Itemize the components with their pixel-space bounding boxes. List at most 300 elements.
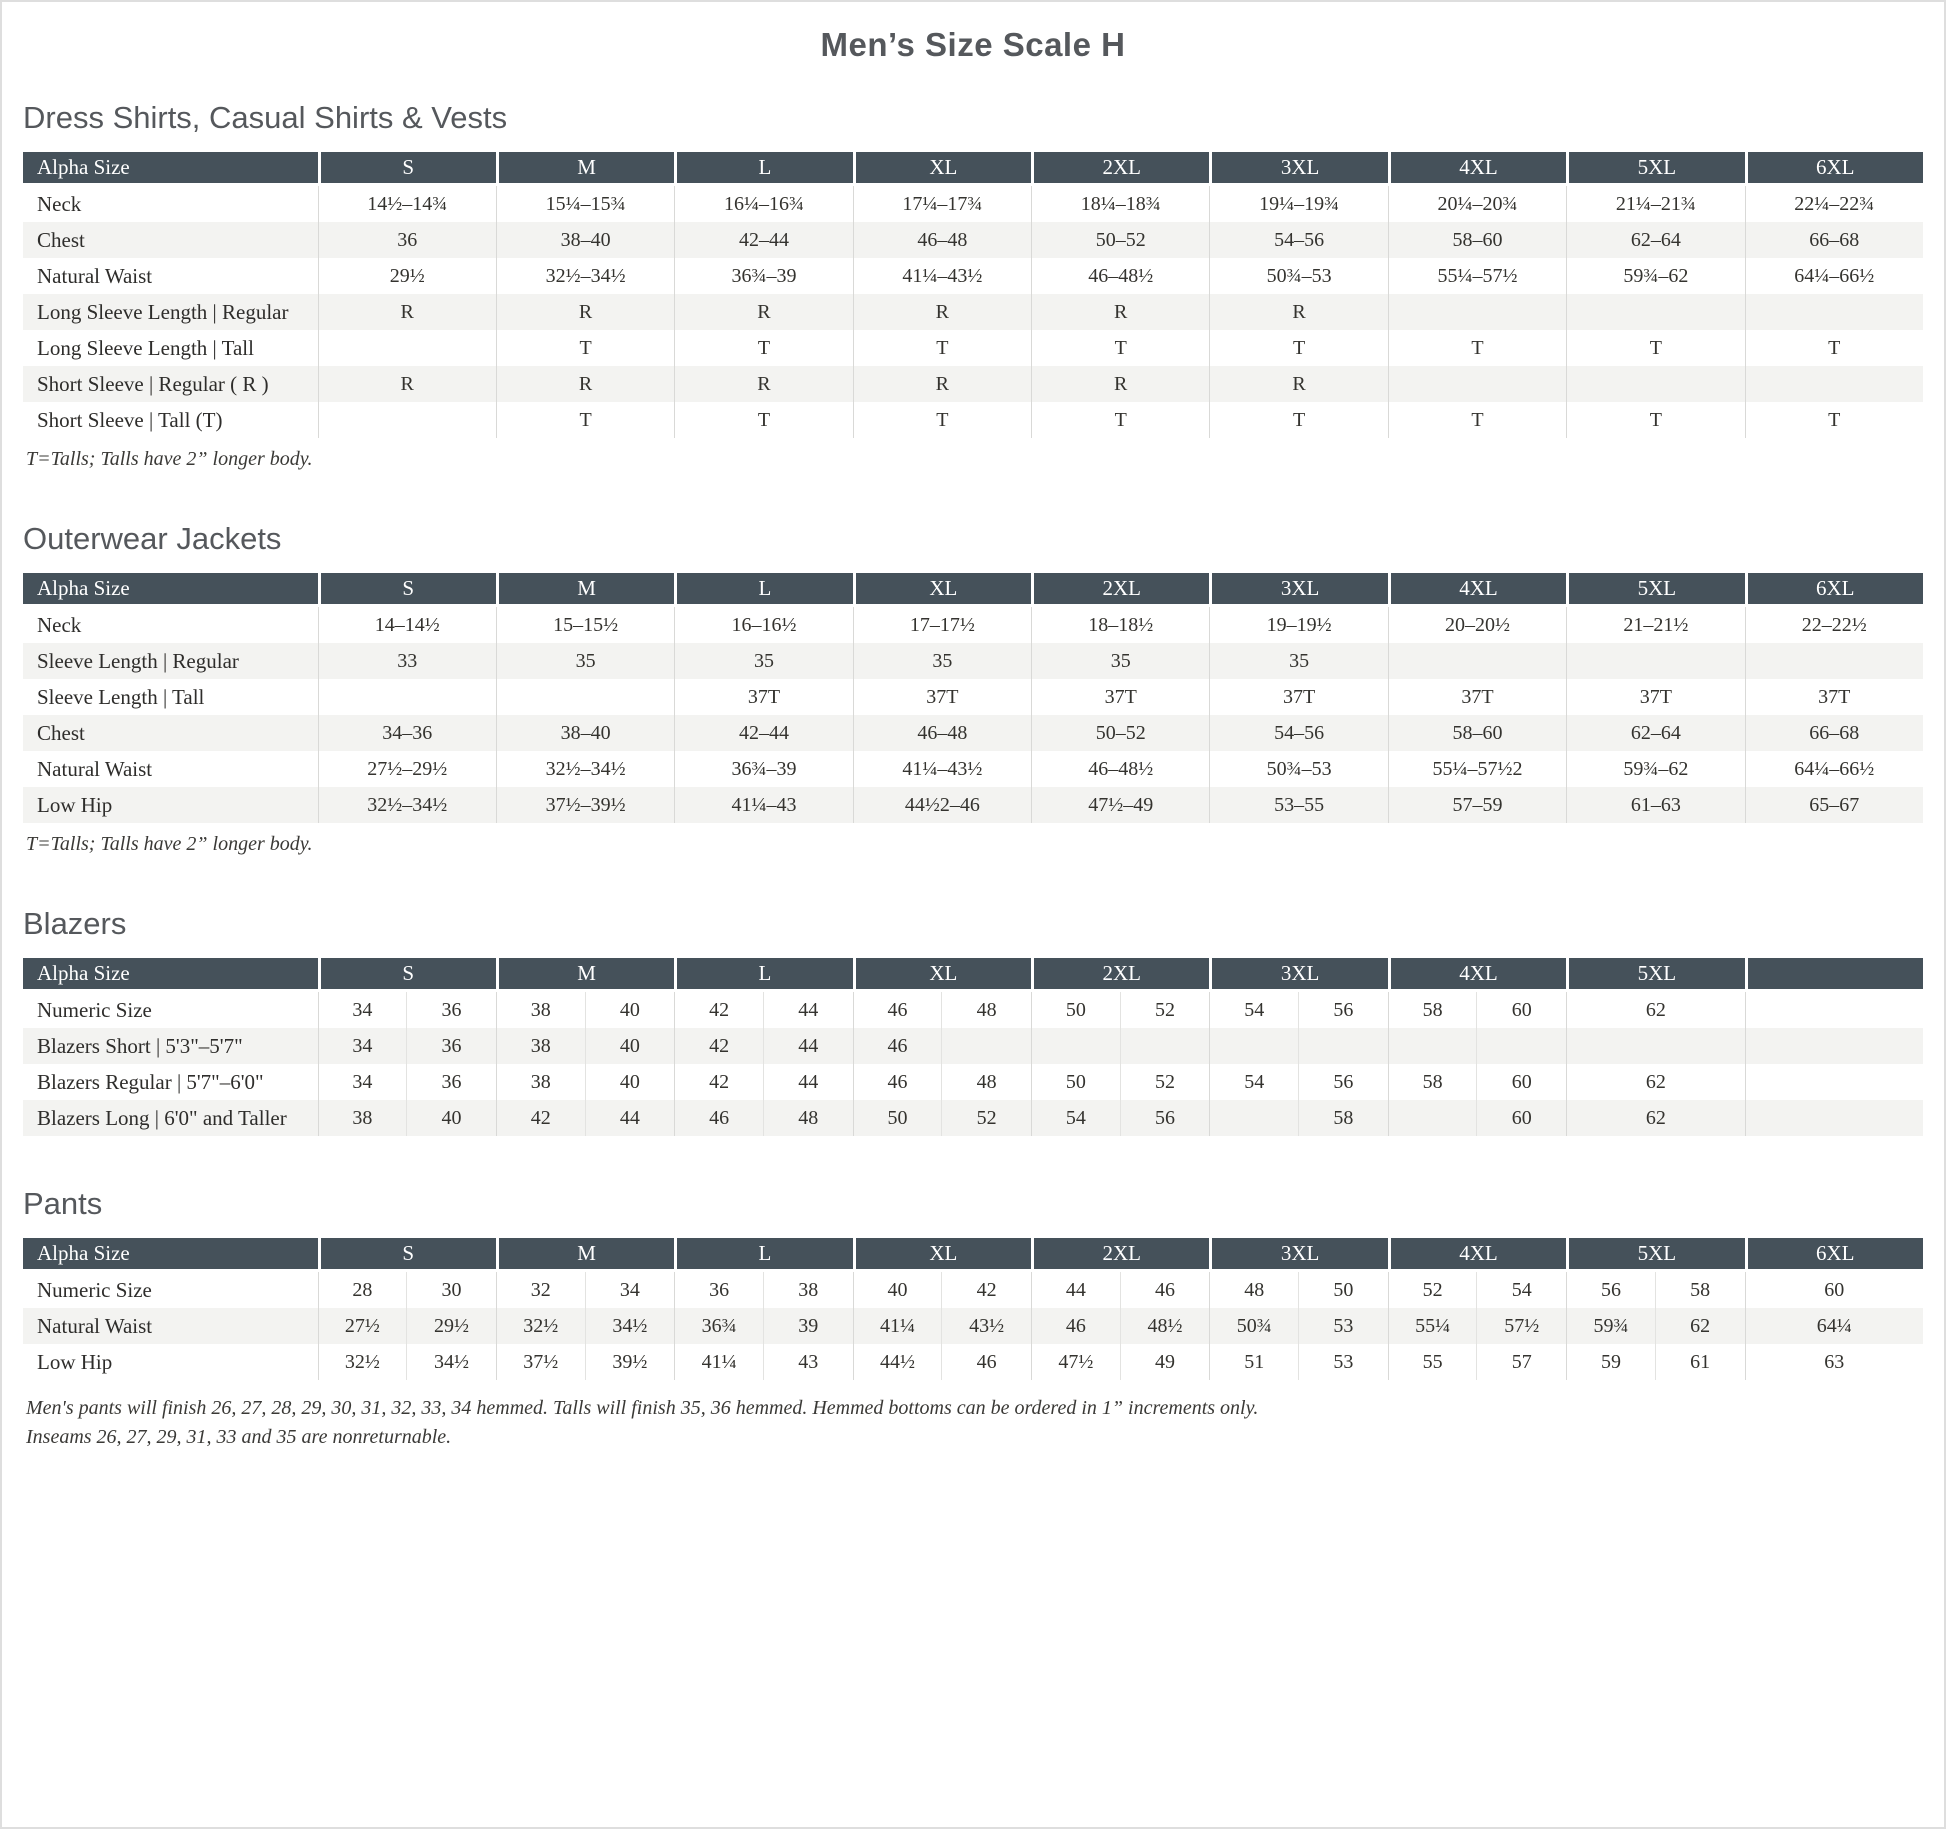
- sub-cell: 39½: [612, 1351, 648, 1373]
- sub-cell: 40: [441, 1107, 462, 1129]
- sub-cell: 46: [854, 992, 943, 1028]
- column-header-size: 3XL: [1209, 958, 1387, 992]
- row-label: Natural Waist: [37, 1313, 153, 1338]
- sub-cell: 32½: [497, 1308, 586, 1344]
- sub-cell: 42: [675, 1064, 764, 1100]
- table-cell: R: [674, 366, 852, 402]
- table-cell: 58–60: [1388, 715, 1566, 751]
- table-cell: 41¼–43½: [853, 751, 1031, 787]
- table-cell: 54–56: [1209, 222, 1387, 258]
- table-cell: 18¼–18¾: [1031, 186, 1209, 222]
- table-cell: [318, 992, 496, 1028]
- column-header-size: 2XL: [1031, 152, 1209, 186]
- table-row: [23, 1064, 1923, 1100]
- table-cell: 53–55: [1209, 787, 1387, 823]
- row-label: Chest: [37, 720, 85, 745]
- table-row: [23, 1028, 1923, 1064]
- table-cell: 38–40: [496, 222, 674, 258]
- column-header-size: L: [674, 152, 852, 186]
- sub-cell: 42: [675, 992, 764, 1028]
- sub-cell: 54: [1032, 1100, 1121, 1136]
- table-cell: T: [674, 402, 852, 438]
- table-cell: [674, 1344, 852, 1380]
- table-cell: T: [1031, 402, 1209, 438]
- column-header-size: XL: [853, 152, 1031, 186]
- table-cell: 61–63: [1566, 787, 1744, 823]
- table-cell: [1209, 1028, 1387, 1064]
- table-cell: [853, 1064, 1031, 1100]
- section-heading: Pants: [23, 1186, 103, 1221]
- table-cell: [1388, 1064, 1566, 1100]
- table-cell: 21–21½: [1566, 607, 1744, 643]
- sub-cell: 38: [319, 1100, 408, 1136]
- table-cell: 35: [853, 643, 1031, 679]
- table-cell: [496, 992, 674, 1028]
- table-cell: 16–16½: [674, 607, 852, 643]
- row-label: Neck: [37, 191, 82, 216]
- table-cell: 37T: [853, 679, 1031, 715]
- row-label: Long Sleeve Length | Regular: [37, 299, 289, 324]
- table-cell: T: [1745, 330, 1924, 366]
- sub-cell: 44: [798, 1071, 819, 1093]
- sub-cell: 54: [1511, 1279, 1532, 1301]
- sub-cell: 46: [1032, 1308, 1121, 1344]
- pants-footnote-line: Inseams 26, 27, 29, 31, 33 and 35 are nonreturnable.: [26, 1426, 452, 1448]
- column-header-size: 5XL: [1566, 958, 1744, 992]
- table-row: [23, 366, 1923, 402]
- sub-cell: 27½: [319, 1308, 408, 1344]
- table-cell: 34–36: [318, 715, 496, 751]
- table-cell: T: [1209, 402, 1387, 438]
- table-row: [23, 222, 1923, 258]
- table-cell: 55¼–57½: [1388, 258, 1566, 294]
- column-header-size: M: [496, 573, 674, 607]
- table-row: [23, 992, 1923, 1028]
- table-cell: 44½2–46: [853, 787, 1031, 823]
- table-cell: [318, 1100, 496, 1136]
- sub-cell: 36: [675, 1272, 764, 1308]
- table-cell: 62–64: [1566, 715, 1744, 751]
- sub-cell: 53: [1333, 1315, 1354, 1337]
- table-cell: 35: [1031, 643, 1209, 679]
- table-cell: 19–19½: [1209, 607, 1387, 643]
- table-cell: [853, 1308, 1031, 1344]
- header-row: [23, 958, 1923, 992]
- table-cell: 62: [1566, 1064, 1744, 1100]
- sub-cell: [1477, 1028, 1566, 1064]
- sub-cell: 34: [319, 1064, 408, 1100]
- table-cell: R: [1031, 294, 1209, 330]
- row-label: Sleeve Length | Regular: [37, 648, 239, 673]
- sub-cell: 32½: [319, 1344, 408, 1380]
- sub-cell: 38: [497, 1028, 586, 1064]
- table-cell: 20–20½: [1388, 607, 1566, 643]
- table-cell: 37T: [1566, 679, 1744, 715]
- table-cell: T: [1566, 402, 1744, 438]
- sub-cell: 52: [1155, 999, 1176, 1021]
- sub-cell: 44: [798, 1035, 819, 1057]
- sub-cell: 46: [854, 1064, 943, 1100]
- table-row: [23, 787, 1923, 823]
- column-header-size: XL: [853, 1238, 1031, 1272]
- row-label: Short Sleeve | Tall (T): [37, 407, 223, 432]
- table-cell: 37T: [1745, 679, 1924, 715]
- table-cell: 33: [318, 643, 496, 679]
- table-cell: 15¼–15¾: [496, 186, 674, 222]
- table-cell: 37T: [1031, 679, 1209, 715]
- table-cell: [496, 1344, 674, 1380]
- table-cell: T: [1566, 330, 1744, 366]
- sub-cell: 44: [619, 1107, 640, 1129]
- table-cell: [853, 1344, 1031, 1380]
- table-cell: [1388, 294, 1566, 330]
- table-cell: 36¾–39: [674, 751, 852, 787]
- column-header-size: 2XL: [1031, 573, 1209, 607]
- table-cell: [1209, 1308, 1387, 1344]
- table-cell: 42–44: [674, 222, 852, 258]
- table-cell: [674, 1272, 852, 1308]
- column-header-size: 5XL: [1566, 1238, 1744, 1272]
- table-cell: R: [496, 294, 674, 330]
- table-cell: [1745, 1028, 1924, 1064]
- table-cell: [318, 1272, 496, 1308]
- table-cell: 50–52: [1031, 222, 1209, 258]
- row-label: Blazers Regular | 5'7"–6'0": [37, 1069, 264, 1094]
- table-cell: [1209, 1344, 1387, 1380]
- table-cell: [674, 1028, 852, 1064]
- table-cell: 22¼–22¾: [1745, 186, 1924, 222]
- table-row: [23, 607, 1923, 643]
- column-header-size: 2XL: [1031, 1238, 1209, 1272]
- table-cell: [1209, 992, 1387, 1028]
- table-cell: 14½–14¾: [318, 186, 496, 222]
- talls-footnote: T=Talls; Talls have 2” longer body.: [26, 833, 313, 855]
- column-header-size: 6XL: [1745, 1238, 1924, 1272]
- row-label: Neck: [37, 612, 82, 637]
- table-cell: [1031, 1028, 1209, 1064]
- table-cell: 64¼: [1745, 1308, 1924, 1344]
- sub-cell: 56: [1567, 1272, 1656, 1308]
- table-cell: 62–64: [1566, 222, 1744, 258]
- table-cell: [1209, 1272, 1387, 1308]
- table-cell: [674, 1064, 852, 1100]
- table-cell: [1031, 1064, 1209, 1100]
- row-label: Low Hip: [37, 1349, 113, 1374]
- table-cell: 29½: [318, 258, 496, 294]
- table-cell: [318, 330, 496, 366]
- table-cell: 59¾–62: [1566, 751, 1744, 787]
- table-cell: 62: [1566, 992, 1744, 1028]
- table-cell: T: [1209, 330, 1387, 366]
- section-heading: Blazers: [23, 906, 127, 941]
- row-label: Short Sleeve | Regular ( R ): [37, 371, 269, 396]
- sub-cell: 44: [798, 999, 819, 1021]
- sub-cell: 42: [976, 1279, 997, 1301]
- table-cell: 37T: [674, 679, 852, 715]
- sub-cell: 34½: [434, 1351, 470, 1373]
- table-cell: [1388, 643, 1566, 679]
- sub-cell: 47½: [1032, 1344, 1121, 1380]
- sub-cell: 60: [1511, 1071, 1532, 1093]
- column-header-size: 4XL: [1388, 573, 1566, 607]
- table-cell: 57–59: [1388, 787, 1566, 823]
- table-cell: [1388, 1028, 1566, 1064]
- sub-cell: 28: [319, 1272, 408, 1308]
- table-cell: [318, 402, 496, 438]
- table-cell: 32½–34½: [318, 787, 496, 823]
- sub-cell: 55: [1389, 1344, 1478, 1380]
- table-cell: [496, 679, 674, 715]
- row-label: Low Hip: [37, 792, 113, 817]
- table-cell: 21¼–21¾: [1566, 186, 1744, 222]
- table-cell: T: [674, 330, 852, 366]
- sub-cell: 54: [1210, 1064, 1299, 1100]
- table-cell: R: [318, 294, 496, 330]
- sub-cell: 56: [1155, 1107, 1176, 1129]
- sub-cell: 38: [497, 992, 586, 1028]
- table-cell: [496, 1308, 674, 1344]
- pants-footnote-line: Men's pants will finish 26, 27, 28, 29, 30, 31, 32, 33, 34 hemmed. Talls will finish 35, 36 hemmed. Hemmed bottoms can be ordered in 1” increments only.: [26, 1397, 1259, 1419]
- table-cell: 20¼–20¾: [1388, 186, 1566, 222]
- sub-cell: [1121, 1028, 1210, 1064]
- table-cell: 35: [1209, 643, 1387, 679]
- sub-cell: 36¾: [675, 1308, 764, 1344]
- table-cell: [674, 1308, 852, 1344]
- sub-cell: 60: [1511, 1107, 1532, 1129]
- sub-cell: [1210, 1100, 1299, 1136]
- table-row: [23, 294, 1923, 330]
- sub-cell: 48: [1210, 1272, 1299, 1308]
- table-cell: R: [674, 294, 852, 330]
- sub-cell: 38: [798, 1279, 819, 1301]
- table-cell: 50¾–53: [1209, 258, 1387, 294]
- column-header-size: S: [318, 958, 496, 992]
- table-cell: R: [318, 366, 496, 402]
- sub-cell: 40: [854, 1272, 943, 1308]
- table-cell: [1031, 992, 1209, 1028]
- sub-cell: 48: [976, 999, 997, 1021]
- sub-cell: 42: [497, 1100, 586, 1136]
- table-cell: [1209, 1064, 1387, 1100]
- column-header-size: XL: [853, 958, 1031, 992]
- table-cell: [853, 1272, 1031, 1308]
- table-cell: 37T: [1209, 679, 1387, 715]
- header-row: [23, 573, 1923, 607]
- size-chart-page: [2, 2, 1944, 1827]
- sub-cell: 36: [441, 1035, 462, 1057]
- column-header-size: 5XL: [1566, 152, 1744, 186]
- sub-cell: 50: [854, 1100, 943, 1136]
- sub-cell: 52: [976, 1107, 997, 1129]
- table-cell: 36¾–39: [674, 258, 852, 294]
- table-cell: 64¼–66½: [1745, 751, 1924, 787]
- sub-cell: 46: [1155, 1279, 1176, 1301]
- row-label: Chest: [37, 227, 85, 252]
- column-header-size: L: [674, 958, 852, 992]
- table-row: [23, 1308, 1923, 1344]
- sub-cell: 43½: [969, 1315, 1005, 1337]
- table-row: [23, 402, 1923, 438]
- table-cell: 17–17½: [853, 607, 1031, 643]
- sub-cell: 34: [619, 1279, 640, 1301]
- table-cell: [1209, 1100, 1387, 1136]
- table-row: [23, 1100, 1923, 1136]
- row-label: Long Sleeve Length | Tall: [37, 335, 254, 360]
- header-row: [23, 1238, 1923, 1272]
- column-header-size: M: [496, 958, 674, 992]
- sub-cell: 49: [1155, 1351, 1176, 1373]
- table-cell: R: [1209, 294, 1387, 330]
- table-cell: 22–22½: [1745, 607, 1924, 643]
- sub-cell: 41¼: [854, 1308, 943, 1344]
- table-cell: [1566, 1344, 1744, 1380]
- table-cell: T: [853, 402, 1031, 438]
- table-cell: [1566, 294, 1744, 330]
- sub-cell: 37½: [497, 1344, 586, 1380]
- table-cell: [1388, 1100, 1566, 1136]
- table-cell: 50¾–53: [1209, 751, 1387, 787]
- section-heading: Dress Shirts, Casual Shirts & Vests: [23, 100, 508, 135]
- column-header-size: S: [318, 573, 496, 607]
- table-cell: 59¾–62: [1566, 258, 1744, 294]
- table-row: [23, 258, 1923, 294]
- sub-cell: 56: [1333, 1071, 1354, 1093]
- blazers-table: [23, 958, 1923, 1136]
- table-cell: [1031, 1344, 1209, 1380]
- table-cell: T: [1745, 402, 1924, 438]
- table-cell: [1566, 366, 1744, 402]
- table-cell: [1745, 643, 1924, 679]
- table-row: [23, 643, 1923, 679]
- row-label: Natural Waist: [37, 263, 153, 288]
- sub-cell: 54: [1210, 992, 1299, 1028]
- column-header-size: 4XL: [1388, 152, 1566, 186]
- sub-cell: 32: [497, 1272, 586, 1308]
- table-cell: [1566, 1272, 1744, 1308]
- table-cell: [1745, 366, 1924, 402]
- sub-cell: 46: [675, 1100, 764, 1136]
- column-header-size: 3XL: [1209, 1238, 1387, 1272]
- table-cell: [674, 1100, 852, 1136]
- column-header-size: M: [496, 1238, 674, 1272]
- table-cell: 46–48½: [1031, 258, 1209, 294]
- sub-cell: 30: [441, 1279, 462, 1301]
- sub-cell: 36: [441, 1071, 462, 1093]
- table-cell: R: [496, 366, 674, 402]
- sub-cell: 61: [1690, 1351, 1711, 1373]
- table-cell: 19¼–19¾: [1209, 186, 1387, 222]
- column-header-size: S: [318, 1238, 496, 1272]
- sub-cell: 42: [675, 1028, 764, 1064]
- sub-cell: [1389, 1028, 1478, 1064]
- table-cell: 58–60: [1388, 222, 1566, 258]
- table-cell: [1388, 1308, 1566, 1344]
- column-header-size: 4XL: [1388, 958, 1566, 992]
- column-header-size: 2XL: [1031, 958, 1209, 992]
- row-label: Numeric Size: [37, 1277, 152, 1302]
- table-cell: [1031, 1272, 1209, 1308]
- table-row: [23, 330, 1923, 366]
- table-cell: [1388, 1344, 1566, 1380]
- sub-cell: 58: [1690, 1279, 1711, 1301]
- table-cell: T: [496, 402, 674, 438]
- table-cell: T: [1031, 330, 1209, 366]
- table-cell: 42–44: [674, 715, 852, 751]
- table-cell: R: [1209, 366, 1387, 402]
- sub-cell: 50: [1032, 992, 1121, 1028]
- table-cell: [1566, 643, 1744, 679]
- column-header-size: 5XL: [1566, 573, 1744, 607]
- section-dress-shirts: [23, 100, 1923, 471]
- sub-cell: [1032, 1028, 1121, 1064]
- column-header-size: 3XL: [1209, 152, 1387, 186]
- pants-footnotes: [26, 1394, 1923, 1452]
- sub-cell: 52: [1155, 1071, 1176, 1093]
- sub-cell: 48: [798, 1107, 819, 1129]
- table-cell: R: [853, 294, 1031, 330]
- table-cell: 15–15½: [496, 607, 674, 643]
- column-header-alpha-size: Alpha Size: [23, 1238, 318, 1272]
- table-cell: 38–40: [496, 715, 674, 751]
- table-cell: [496, 1028, 674, 1064]
- section-blazers: [23, 906, 1923, 1136]
- table-cell: [318, 1308, 496, 1344]
- table-cell: [318, 1344, 496, 1380]
- table-cell: [674, 992, 852, 1028]
- table-cell: 54–56: [1209, 715, 1387, 751]
- sub-cell: 55¼: [1389, 1308, 1478, 1344]
- sub-cell: 36: [441, 999, 462, 1021]
- sub-cell: 29½: [434, 1315, 470, 1337]
- table-cell: T: [1388, 330, 1566, 366]
- pants-table: [23, 1238, 1923, 1380]
- sub-cell: 57: [1511, 1351, 1532, 1373]
- table-cell: 41¼–43½: [853, 258, 1031, 294]
- column-header-alpha-size: Alpha Size: [23, 958, 318, 992]
- table-cell: 55¼–57½2: [1388, 751, 1566, 787]
- sub-cell: 40: [619, 1071, 640, 1093]
- sub-cell: 46: [854, 1028, 943, 1064]
- row-label: Blazers Long | 6'0" and Taller: [37, 1105, 287, 1130]
- table-cell: [1388, 992, 1566, 1028]
- table-cell: 37T: [1388, 679, 1566, 715]
- section-heading: Outerwear Jackets: [23, 521, 282, 556]
- table-cell: 14–14½: [318, 607, 496, 643]
- table-cell: [496, 1064, 674, 1100]
- sub-cell: 38: [497, 1064, 586, 1100]
- table-cell: 62: [1566, 1100, 1744, 1136]
- sub-cell: 59¾: [1567, 1308, 1656, 1344]
- column-header-size: 3XL: [1209, 573, 1387, 607]
- table-cell: [318, 1028, 496, 1064]
- sub-cell: 34½: [612, 1315, 648, 1337]
- talls-footnote: T=Talls; Talls have 2” longer body.: [26, 448, 313, 470]
- sub-cell: 51: [1210, 1344, 1299, 1380]
- sub-cell: [1210, 1028, 1299, 1064]
- table-row: [23, 679, 1923, 715]
- table-cell: [1388, 366, 1566, 402]
- table-cell: 35: [674, 643, 852, 679]
- column-header-size: [1745, 958, 1924, 992]
- table-cell: 18–18½: [1031, 607, 1209, 643]
- sub-cell: 44½: [854, 1344, 943, 1380]
- sub-cell: [1389, 1100, 1478, 1136]
- table-cell: 35: [496, 643, 674, 679]
- table-cell: 65–67: [1745, 787, 1924, 823]
- sub-cell: 52: [1389, 1272, 1478, 1308]
- sub-cell: 41¼: [675, 1344, 764, 1380]
- table-cell: T: [1388, 402, 1566, 438]
